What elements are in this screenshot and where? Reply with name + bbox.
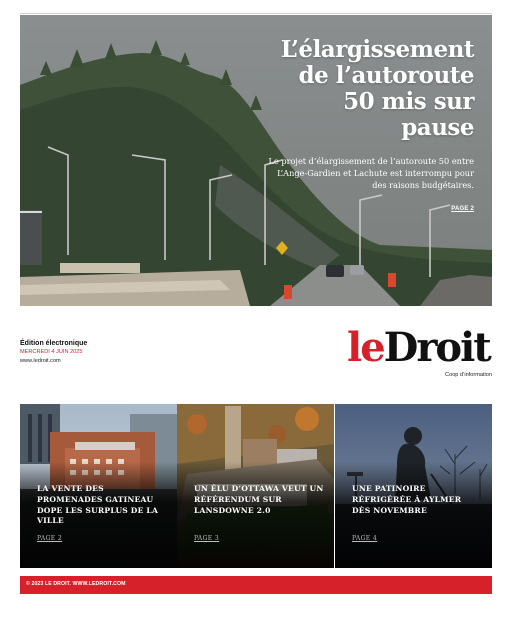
edition-url[interactable]: www.ledroit.com xyxy=(20,358,61,364)
story-headline[interactable]: LA VENTE DES PROMENADES GATINEAU DOPE LES SURPLUS DE LA VILLE xyxy=(37,484,159,526)
footer-copyright: © 2023 LE DROIT. WWW.LEDROIT.COM xyxy=(26,581,126,587)
hero-headline-line: 50 mis sur xyxy=(343,88,474,115)
logo-le: le xyxy=(347,324,384,371)
story-page-link[interactable]: PAGE 3 xyxy=(194,535,220,542)
hero-headline-line: pause xyxy=(401,114,474,141)
logo-tagline: Coop d’information xyxy=(445,372,492,378)
story-headline[interactable]: UNE PATINOIRE RÉFRIGÉRÉE À AYLMER DÈS NOVEMBRE xyxy=(352,484,462,515)
story-card-promenades[interactable] xyxy=(20,404,177,568)
hero-headline-line: de l’autoroute xyxy=(298,62,474,89)
footer-bar xyxy=(20,576,492,594)
logo-droit: Droit xyxy=(383,324,490,371)
hero-headline-line: L’élargissement xyxy=(280,36,474,63)
story-page-link[interactable]: PAGE 4 xyxy=(352,535,378,542)
hero-headline[interactable] xyxy=(214,37,474,141)
top-divider xyxy=(20,13,492,14)
edition-title: Édition électronique xyxy=(20,340,88,347)
story-card-lansdowne[interactable] xyxy=(177,404,334,568)
story-card-patinoire[interactable] xyxy=(335,404,492,568)
hero-page-link[interactable]: PAGE 2 xyxy=(451,206,474,212)
ledroit-logo[interactable] xyxy=(347,324,490,372)
edition-date: MERCREDI 4 JUIN 2025 xyxy=(20,349,83,355)
hero-story[interactable] xyxy=(20,15,492,306)
story-page-link[interactable]: PAGE 2 xyxy=(37,535,63,542)
story-headline[interactable]: UN ÉLU D’OTTAWA VEUT UN RÉFÉRENDUM SUR LANSDOWNE 2.0 xyxy=(194,484,324,515)
hero-summary: Le projet d’élargissement de l’autoroute 50 entre L’Ange-Gardien et Lachute est interrompu pour des raisons budgétaires. xyxy=(268,156,474,190)
